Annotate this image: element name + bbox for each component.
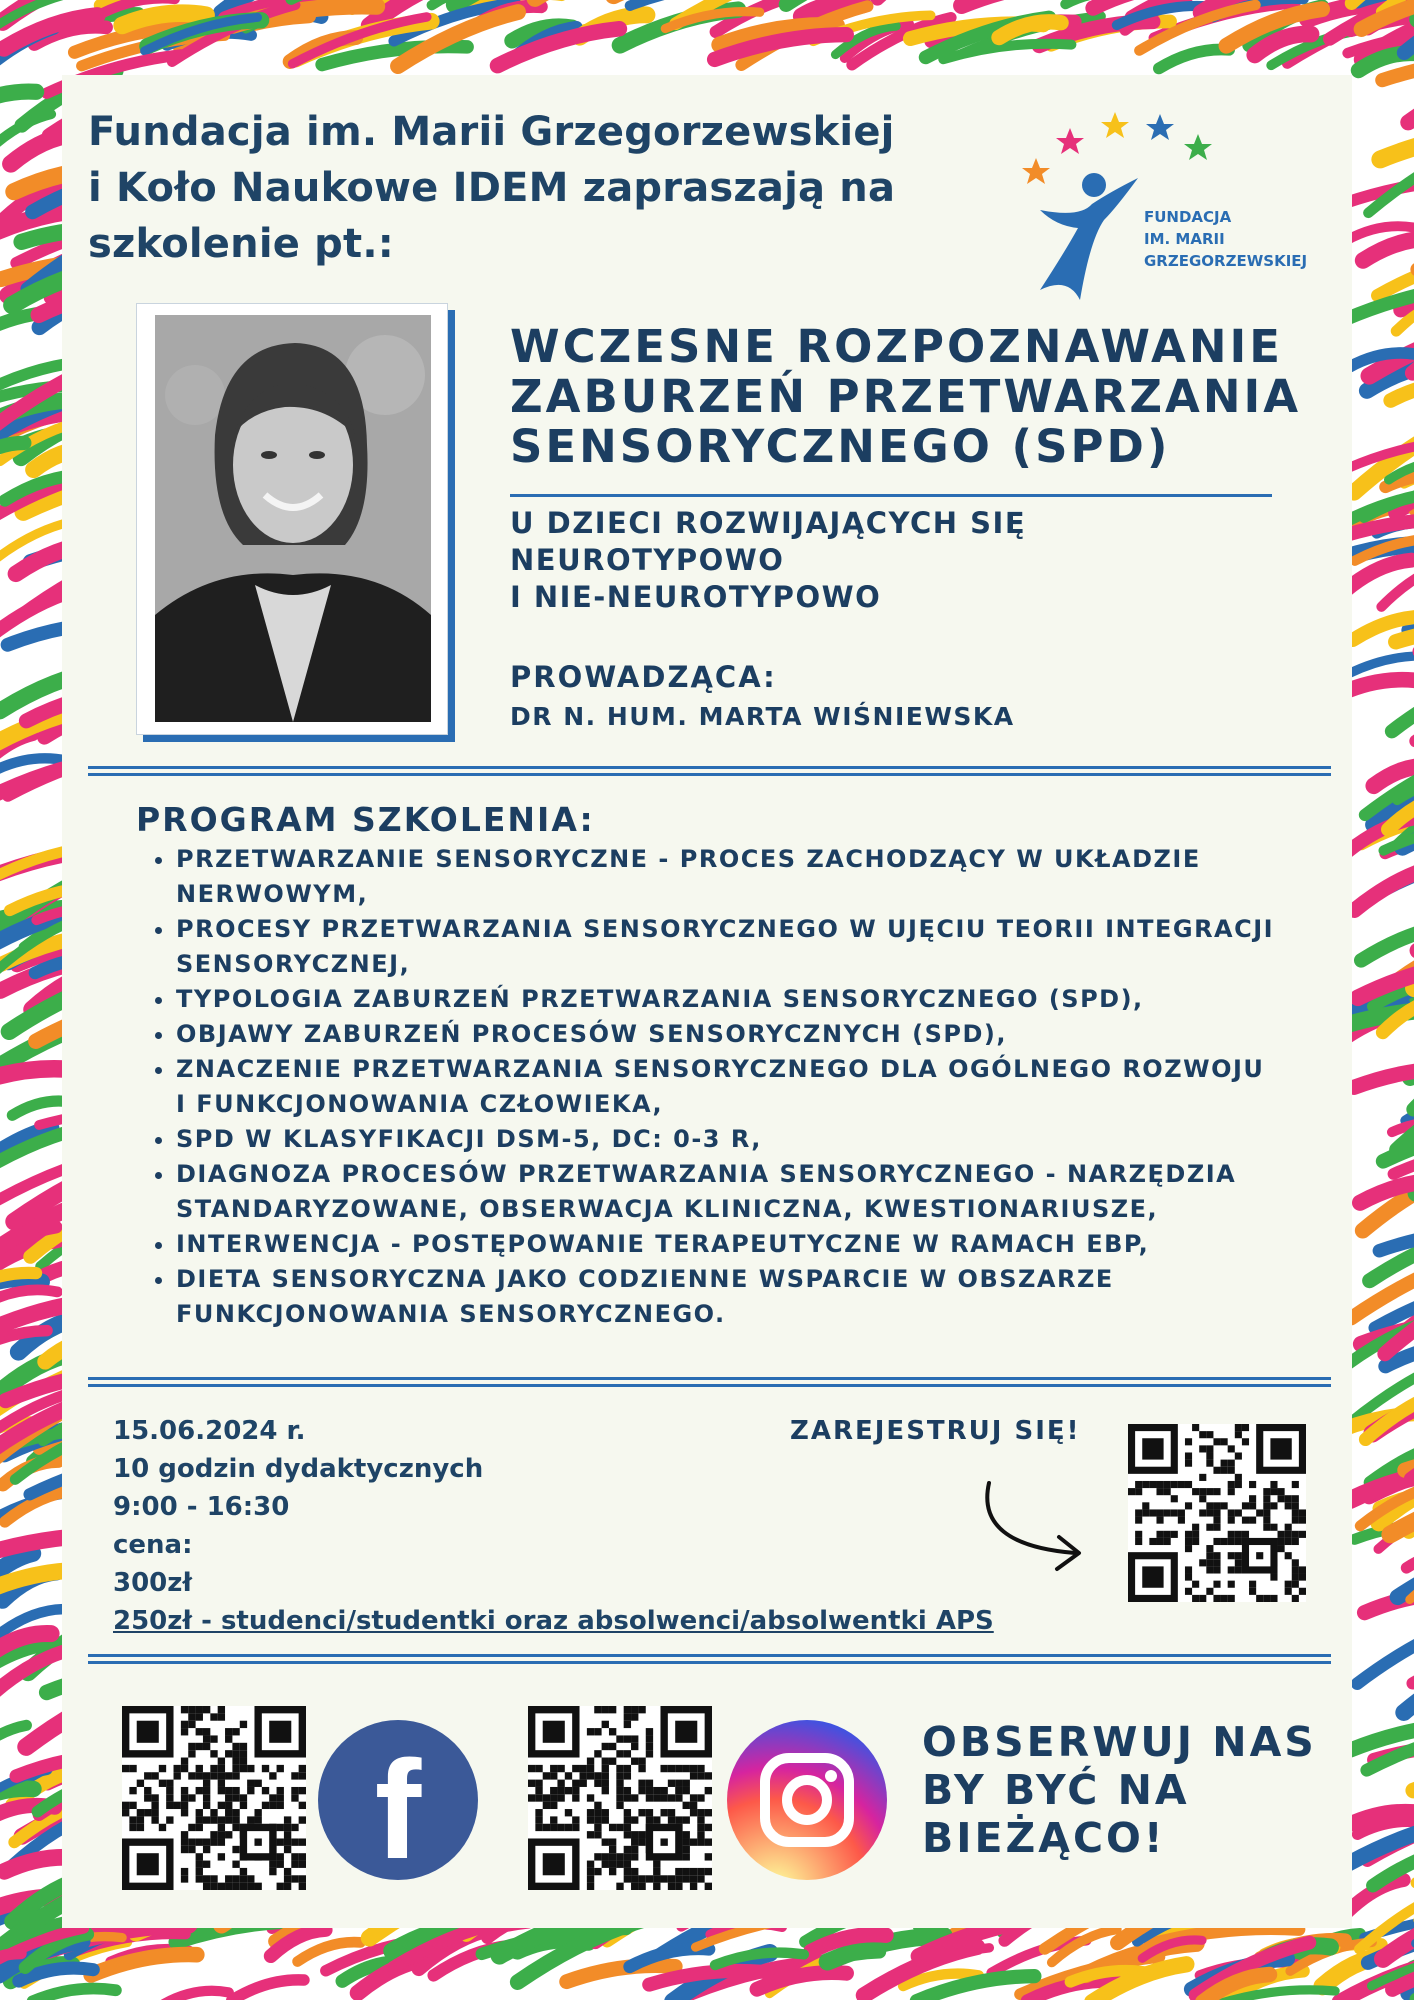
- program-item: • PROCESY PRZETWARZANIA SENSORYCZNEGO W UJĘCIU TEORII INTEGRACJI SENSORYCZNEJ,: [176, 912, 1316, 982]
- price-label: cena:: [113, 1530, 193, 1560]
- subtitle-line: I NIE-NEUROTYPOWO: [510, 580, 882, 614]
- training-subtitle: [510, 505, 1026, 616]
- logo-figure-head-icon: [1082, 173, 1106, 197]
- program-title: PROGRAM SZKOLENIA:: [136, 800, 595, 839]
- intro-line: i Koło Naukowe IDEM zapraszają na: [88, 165, 896, 211]
- program-item: • PRZETWARZANIE SENSORYCZNE - PROCES ZACHODZĄCY W UKŁADZIE NERWOWYM,: [176, 842, 1316, 912]
- title-line: SENSORYCZNEGO (SPD): [510, 420, 1171, 473]
- program-item: • ZNACZENIE PRZETWARZANIA SENSORYCZNEGO DLA OGÓLNEGO ROZWOJU I FUNKCJONOWANIA CZŁOWIEKA,: [176, 1052, 1316, 1122]
- speaker-photo: [155, 315, 431, 722]
- organizer-invitation: [88, 104, 895, 272]
- logo-star-icon: [1146, 114, 1174, 140]
- logo-text: [1144, 206, 1307, 272]
- intro-line: szkolenie pt.:: [88, 221, 394, 267]
- lead-label: PROWADZĄCA:: [510, 660, 777, 694]
- logo-star-icon: [1056, 128, 1084, 154]
- lead-name: DR N. HUM. MARTA WIŚNIEWSKA: [510, 702, 1015, 731]
- logo-star-icon: [1022, 158, 1050, 184]
- training-title: [510, 322, 1301, 472]
- program-item: • TYPOLOGIA ZABURZEŃ PRZETWARZANIA SENSORYCZNEGO (SPD),: [176, 982, 1316, 1017]
- section-divider: [88, 1654, 1331, 1664]
- curved-arrow-icon: [975, 1475, 1090, 1585]
- logo-star-icon: [1184, 134, 1212, 160]
- program-item: • DIETA SENSORYCZNA JAKO CODZIENNE WSPARCIE W OBSZARZE FUNKCJONOWANIA SENSORYCZNEGO.: [176, 1262, 1316, 1332]
- speaker-photo-frame: [136, 303, 448, 735]
- title-line: ZABURZEŃ PRZETWARZANIA: [510, 370, 1302, 423]
- subtitle-line: U DZIECI ROZWIJAJĄCYCH SIĘ: [510, 506, 1027, 540]
- facebook-qr-code[interactable]: [122, 1706, 306, 1890]
- intro-line: Fundacja im. Marii Grzegorzewskiej: [88, 109, 895, 155]
- follow-line: OBSERWUJ NAS: [922, 1718, 1317, 1766]
- subtitle-line: NEUROTYPOWO: [510, 543, 785, 577]
- title-line: WCZESNE ROZPOZNAWANIE: [510, 320, 1283, 373]
- facebook-icon[interactable]: f: [318, 1720, 478, 1880]
- event-details: [113, 1412, 994, 1640]
- price-reduced: 250zł - studenci/studentki oraz absolwenci/absolwentki APS: [113, 1606, 994, 1636]
- registration-qr-code[interactable]: [1128, 1424, 1306, 1602]
- follow-us-text: [922, 1718, 1317, 1862]
- program-item: • INTERWENCJA - POSTĘPOWANIE TERAPEUTYCZNE W RAMACH EBP,: [176, 1227, 1316, 1262]
- price: 300zł: [113, 1568, 193, 1598]
- foundation-logo: [1020, 100, 1320, 310]
- logo-line: IM. MARII: [1144, 230, 1225, 248]
- program-item: • SPD W KLASYFIKACJI DSM-5, DC: 0-3 R,: [176, 1122, 1316, 1157]
- section-divider: [88, 1377, 1331, 1387]
- program-list: [150, 842, 1316, 1332]
- follow-line: BIEŻĄCO!: [922, 1814, 1166, 1862]
- logo-line: GRZEGORZEWSKIEJ: [1144, 252, 1308, 270]
- instagram-icon[interactable]: [727, 1720, 887, 1880]
- event-hours: 10 godzin dydaktycznych: [113, 1454, 484, 1484]
- section-divider: [88, 766, 1331, 776]
- logo-star-icon: [1101, 112, 1129, 138]
- event-time: 9:00 - 16:30: [113, 1492, 290, 1522]
- instagram-qr-code[interactable]: [528, 1706, 712, 1890]
- program-item: • DIAGNOZA PROCESÓW PRZETWARZANIA SENSORYCZNEGO - NARZĘDZIA STANDARYZOWANE, OBSERWACJA KLINICZNA, KWESTIONARIUSZE,: [176, 1157, 1316, 1227]
- follow-line: BY BYĆ NA: [922, 1766, 1190, 1814]
- event-date: 15.06.2024 r.: [113, 1416, 306, 1446]
- register-label: ZAREJESTRUJ SIĘ!: [790, 1416, 1081, 1446]
- program-item: • OBJAWY ZABURZEŃ PROCESÓW SENSORYCZNYCH (SPD),: [176, 1017, 1316, 1052]
- logo-figure-body-icon: [1040, 178, 1138, 300]
- title-divider: [510, 494, 1272, 497]
- logo-line: FUNDACJA: [1144, 208, 1232, 226]
